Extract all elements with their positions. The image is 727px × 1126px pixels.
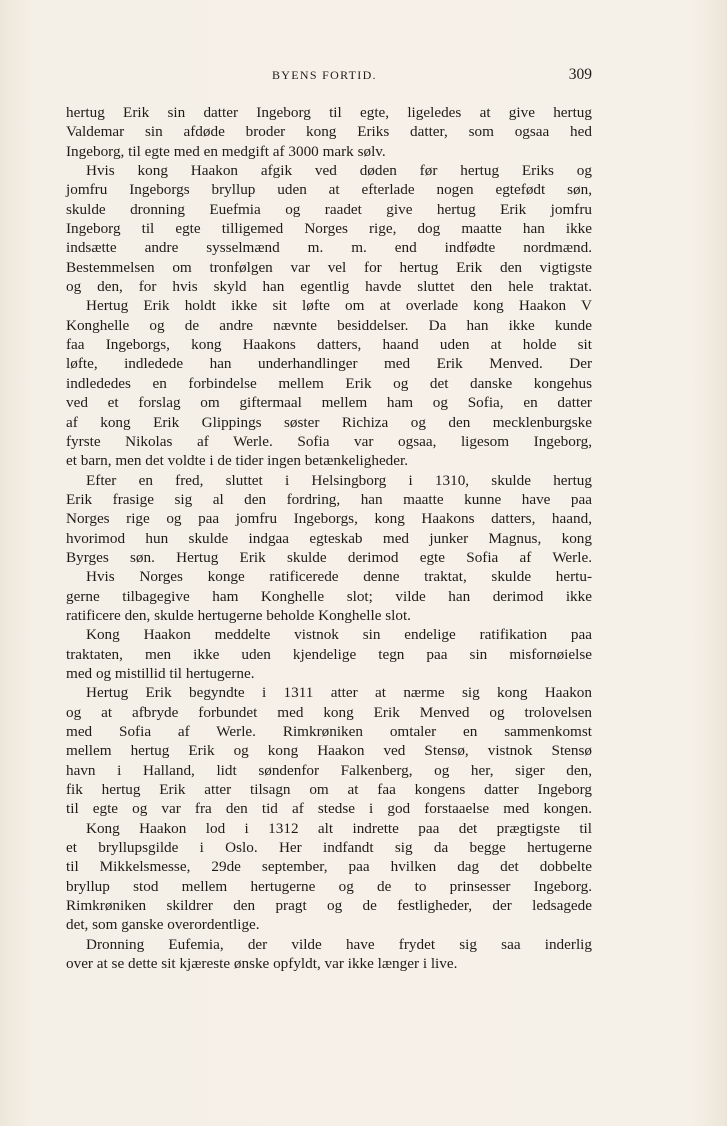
body-text <box>66 103 592 973</box>
text-line: Ingeborg til egte tilligemed Norges rige, dog maatte han ikke <box>66 220 592 238</box>
text-line: af kong Erik Glippings søster Richiza og den mecklenburgske <box>66 413 592 431</box>
text-line: et barn, men det voldte i de tider ingen betænkeligheder. <box>66 452 409 470</box>
text-line: og at afbryde forbundet med kong Erik Menved og trolovelsen <box>66 703 592 721</box>
page-header <box>66 68 592 88</box>
text-line: Efter en fred, sluttet i Helsingborg i 1310, skulde hertug <box>86 471 592 489</box>
text-line: et bryllupsgilde i Oslo. Her indfandt sig da begge hertugerne <box>66 839 592 857</box>
page-number: 309 <box>568 66 592 83</box>
text-line: hvorimod hun skulde indgaa egteskab med junker Magnus, kong <box>66 529 592 547</box>
text-line: bryllup stod mellem hertugerne og de to prinsesser Ingeborg. <box>66 877 592 895</box>
text-line: indsætte andre sysselmænd m. m. end indfødte nordmænd. <box>66 239 592 257</box>
text-line: Hvis Norges konge ratificerede denne traktat, skulde hertu- <box>86 568 592 586</box>
text-line: og den, for hvis skyld han egentlig havde sluttet den hele traktat. <box>66 278 592 296</box>
text-line: ved et forslag om giftermaal mellem ham og Sofia, en datter <box>66 394 592 412</box>
text-line: til egte og var fra den tid af stedse i god forstaaelse med kongen. <box>66 800 592 818</box>
text-line: Konghelle og de andre nævnte besiddelser. Da han ikke kunde <box>66 316 592 334</box>
text-line: Norges rige og paa jomfru Ingeborgs, kong Haakons datters, haand, <box>66 510 592 528</box>
text-line: skulde dronning Euefmia og raadet give hertug Erik jomfru <box>66 200 592 218</box>
running-title: BYENS FORTID. <box>272 68 377 82</box>
text-line: Bestemmelsen om tronfølgen var vel for hertug Erik den vigtigste <box>66 258 592 276</box>
text-line: jomfru Ingeborgs bryllup uden at efterlade nogen egtefødt søn, <box>66 181 592 199</box>
text-line: Hertug Erik holdt ikke sit løfte om at overlade kong Haakon V <box>86 297 592 315</box>
text-line: med Sofia af Werle. Rimkrøniken omtaler en sammenkomst <box>66 723 592 740</box>
text-line: hertug Erik sin datter Ingeborg til egte, ligeledes at give hertug <box>66 104 592 121</box>
text-line: Valdemar sin afdøde broder kong Eriks datter, som ogsaa hed <box>66 123 592 141</box>
text-line: fik hertug Erik atter tilsagn om at faa kongens datter Ingeborg <box>66 781 592 799</box>
text-line: Kong Haakon meddelte vistnok sin endelige ratifikation paa <box>86 626 592 644</box>
text-line: indlededes en forbindelse mellem Erik og det danske kongehus <box>66 374 592 392</box>
text-line: løfte, indledede han underhandlinger med Erik Menved. Der <box>66 355 592 373</box>
text-line: det, som ganske overordentlige. <box>66 916 260 934</box>
text-line: Hertug Erik begyndte i 1311 atter at nærme sig kong Haakon <box>86 684 592 702</box>
text-line: med og mistillid til hertugerne. <box>66 664 255 682</box>
text-line: traktaten, men ikke uden kjendelige tegn paa sin misfornøielse <box>66 645 592 663</box>
text-line: til Mikkelsmesse, 29de september, paa hvilken dag det dobbelte <box>66 858 592 876</box>
text-line: gerne tilbagegive ham Konghelle slot; vilde han derimod ikke <box>66 587 592 605</box>
text-line: havn i Halland, lidt søndenfor Falkenberg, og her, siger den, <box>66 761 592 779</box>
text-line: over at se dette sit kjæreste ønske opfyldt, var ikke længer i live. <box>66 955 458 973</box>
text-line: Erik frasige sig al den fordring, han maatte kunne have paa <box>66 490 592 508</box>
text-line: Ingeborg, til egte med en medgift af 3000 mark sølv. <box>66 142 386 160</box>
text-line: Hvis kong Haakon afgik ved døden før hertug Eriks og <box>86 162 592 180</box>
text-line: mellem hertug Erik og kong Haakon ved Stensø, vistnok Stensø <box>66 742 592 760</box>
text-line: Kong Haakon lod i 1312 alt indrette paa det prægtigste til <box>86 819 592 837</box>
text-line: Dronning Eufemia, der vilde have frydet sig saa inderlig <box>86 935 592 953</box>
text-line: ratificere den, skulde hertugerne beholde Konghelle slot. <box>66 606 411 624</box>
text-line: Rimkrøniken skildrer den pragt og de festligheder, der ledsagede <box>66 897 592 915</box>
text-line: fyrste Nikolas af Werle. Sofia var ogsaa, ligesom Ingeborg, <box>66 432 592 450</box>
text-line: Byrges søn. Hertug Erik skulde derimod egte Sofia af Werle. <box>66 548 592 566</box>
text-line: faa Ingeborgs, kong Haakons datters, haand uden at holde sit <box>66 336 592 354</box>
